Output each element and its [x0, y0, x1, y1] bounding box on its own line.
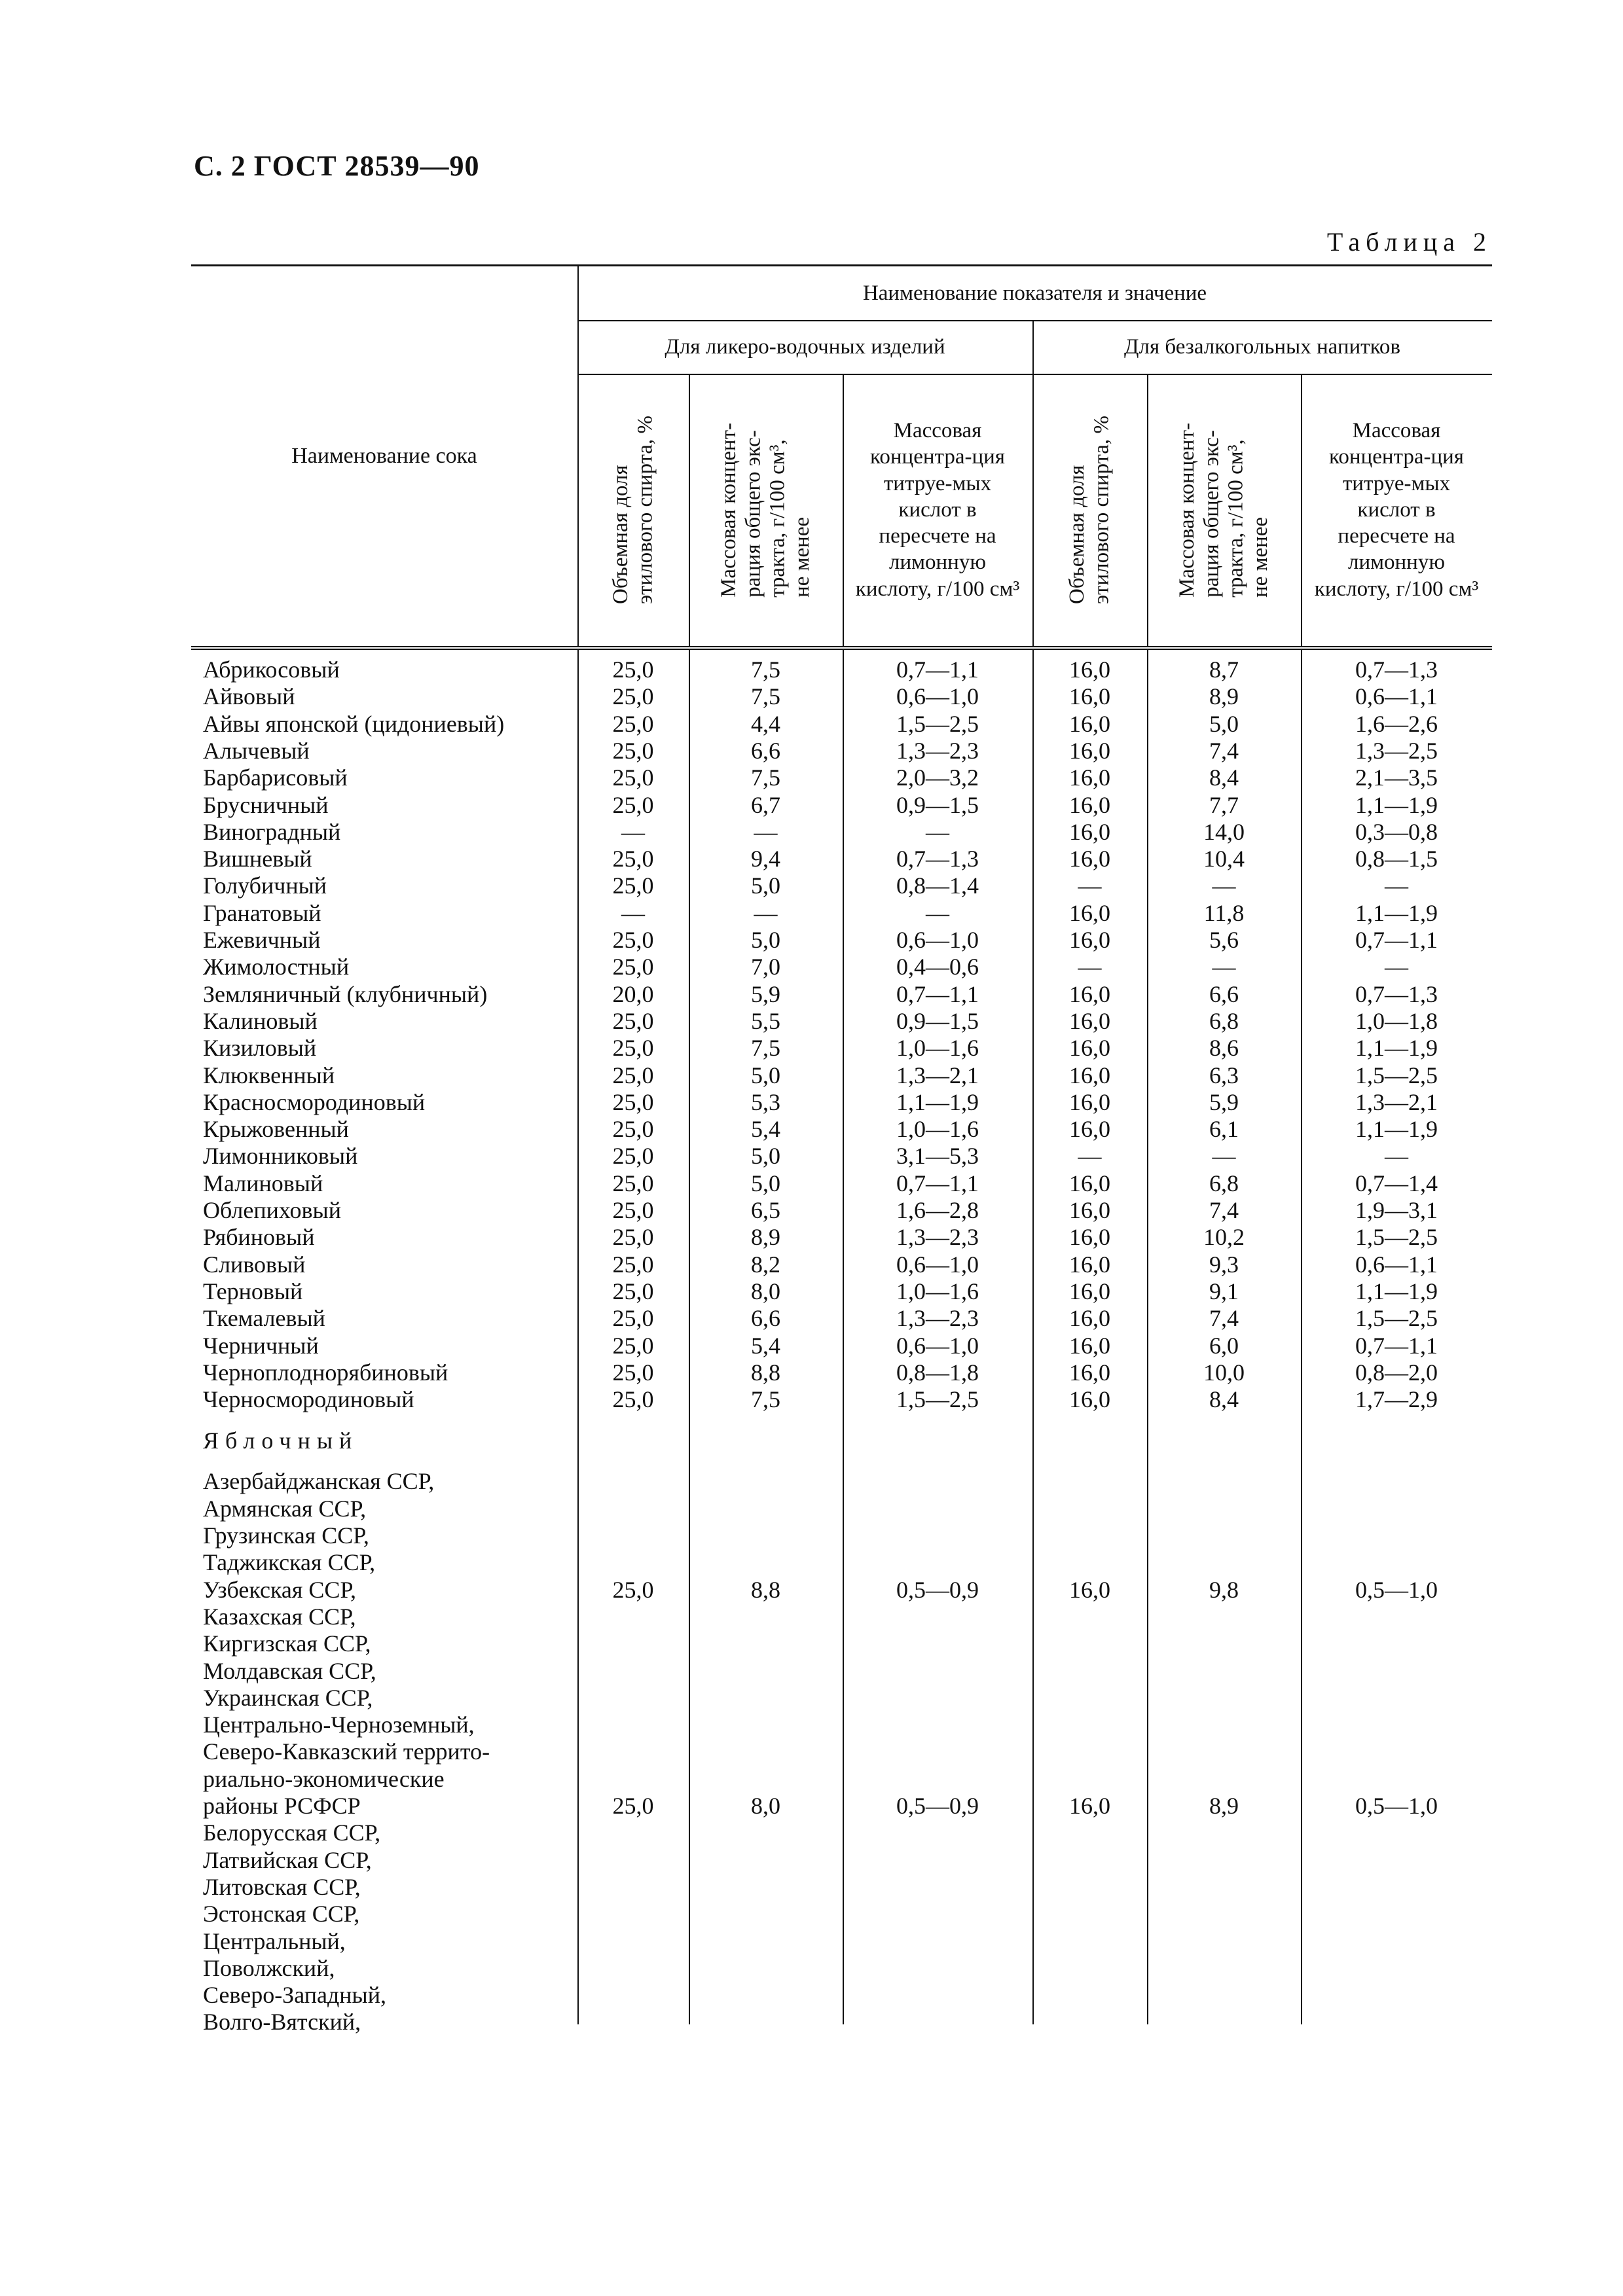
value-cell: 6,6: [751, 1305, 780, 1332]
value-cell: 1,0—1,8: [1355, 1007, 1438, 1034]
value-cell: 0,7—1,1: [1355, 927, 1438, 953]
value-cell: 16,0: [1069, 1170, 1110, 1196]
value-cell: 0,7—1,3: [1355, 656, 1438, 683]
table-row: [191, 1116, 1492, 1143]
value-cell: 5,3: [751, 1088, 780, 1115]
value-cell: 2,0—3,2: [896, 764, 979, 791]
value-cell: 16,0: [1069, 791, 1110, 818]
region-line: Северо-Западный,: [203, 1982, 387, 2009]
page-header: С. 2 ГОСТ 28539—90: [194, 150, 480, 182]
value-cell: 7,4: [1209, 1305, 1239, 1332]
table-row: [191, 683, 1492, 710]
value-cell: 25,0: [612, 1386, 654, 1413]
value-cell: 25,0: [612, 1359, 654, 1386]
value-cell: 16,0: [1069, 710, 1110, 737]
header-alcohol-2: [1032, 374, 1147, 646]
table-row: [191, 872, 1492, 899]
juice-name-cell: Ткемалевый: [203, 1305, 325, 1332]
value-cell: 25,0: [612, 737, 654, 764]
header-acids-1: Массовая концентра-ция титруе-мых кислот в пересчете на лимонную кислоту, г/100 см³: [855, 419, 1020, 601]
value-cell: —: [1078, 1143, 1102, 1170]
value-cell: 4,4: [751, 710, 780, 737]
value-cell: 0,7—1,4: [1355, 1170, 1438, 1196]
value-cell: 0,5—1,0: [1355, 1793, 1438, 1819]
value-cell: 16,0: [1069, 899, 1110, 926]
value-cell: 10,0: [1203, 1359, 1245, 1386]
table-row: [191, 1224, 1492, 1251]
value-cell: 8,9: [1209, 1793, 1239, 1819]
value-cell: 8,8: [751, 1576, 780, 1603]
value-cell: 25,0: [612, 1793, 654, 1819]
value-cell: 6,8: [1209, 1007, 1239, 1034]
table-row: [191, 1197, 1492, 1224]
value-cell: 1,1—1,9: [1355, 1278, 1438, 1304]
value-cell: 6,5: [751, 1197, 780, 1223]
juice-name-cell: Вишневый: [203, 846, 312, 872]
value-cell: 25,0: [612, 1576, 654, 1603]
value-cell: 0,8—1,8: [896, 1359, 979, 1386]
region-line: Армянская ССР,: [203, 1495, 367, 1522]
value-cell: 7,5: [751, 683, 780, 710]
value-cell: 5,0: [751, 872, 780, 899]
value-cell: 25,0: [612, 1088, 654, 1115]
table-row: [191, 738, 1492, 764]
table-row: [191, 846, 1492, 872]
region-line: Латвийская ССР,: [203, 1846, 372, 1873]
value-cell: 5,0: [751, 1143, 780, 1170]
juice-name-cell: Черноплоднорябиновый: [203, 1359, 448, 1386]
value-cell: 16,0: [1069, 764, 1110, 791]
juice-name-cell: Земляничный (клубничный): [203, 980, 488, 1007]
apple-group-values: [191, 1577, 1492, 1604]
region-line: Центральный,: [203, 1928, 346, 1954]
juice-name-cell: Барбарисовый: [203, 764, 348, 791]
table-row: [191, 1143, 1492, 1170]
value-cell: —: [926, 899, 949, 926]
header-acids-2: Массовая концентра-ция титруе-мых кислот в пересчете на лимонную кислоту, г/100 см³: [1314, 419, 1479, 601]
value-cell: 16,0: [1069, 1197, 1110, 1223]
region-line: Поволжский,: [203, 1954, 335, 1981]
value-cell: 25,0: [612, 1251, 654, 1278]
apple-group-values: [191, 1793, 1492, 1820]
value-cell: 0,9—1,5: [896, 791, 979, 818]
value-cell: 5,6: [1209, 927, 1239, 953]
value-cell: 8,0: [751, 1793, 780, 1819]
value-cell: 6,6: [751, 737, 780, 764]
value-cell: —: [1212, 872, 1236, 899]
table-row: [191, 927, 1492, 954]
juice-name-cell: Черносмородиновый: [203, 1386, 414, 1413]
value-cell: 8,9: [751, 1224, 780, 1251]
value-cell: 1,3—2,3: [896, 1305, 979, 1332]
value-cell: 1,5—2,5: [896, 710, 979, 737]
value-cell: 25,0: [612, 1062, 654, 1088]
value-cell: 25,0: [612, 872, 654, 899]
value-cell: 16,0: [1069, 1386, 1110, 1413]
value-cell: 1,5—2,5: [896, 1386, 979, 1413]
region-line: Узбекская ССР,: [203, 1576, 356, 1603]
table-header: [191, 264, 1492, 650]
region-line: Молдавская ССР,: [203, 1657, 376, 1684]
juice-name-cell: Ежевичный: [203, 927, 321, 953]
value-cell: 6,8: [1209, 1170, 1239, 1196]
value-cell: —: [1385, 954, 1408, 980]
value-cell: 1,5—2,5: [1355, 1224, 1438, 1251]
value-cell: 1,1—1,9: [1355, 1116, 1438, 1143]
value-cell: 7,5: [751, 764, 780, 791]
value-cell: 0,7—1,1: [896, 656, 979, 683]
value-cell: 0,5—0,9: [896, 1793, 979, 1819]
value-cell: 5,4: [751, 1116, 780, 1143]
juice-name-cell: Айвовый: [203, 683, 295, 710]
header-alcohol-1-text: Объемная доля этилового спирта, %: [608, 415, 657, 605]
value-cell: 16,0: [1069, 1576, 1110, 1603]
value-cell: 1,6—2,8: [896, 1197, 979, 1223]
header-alcohol-2-text: Объемная доля этилового спирта, %: [1065, 415, 1114, 605]
value-cell: 16,0: [1069, 1007, 1110, 1034]
value-cell: 16,0: [1069, 1332, 1110, 1359]
value-cell: 7,4: [1209, 1197, 1239, 1223]
value-cell: 5,0: [1209, 710, 1239, 737]
value-cell: 14,0: [1203, 818, 1245, 845]
table-body: [191, 650, 1492, 2036]
region-line: Украинская ССР,: [203, 1684, 373, 1711]
value-cell: 20,0: [612, 980, 654, 1007]
value-cell: 7,7: [1209, 791, 1239, 818]
value-cell: 25,0: [612, 1143, 654, 1170]
value-cell: 0,6—1,1: [1355, 1251, 1438, 1278]
juice-table: [191, 264, 1492, 2036]
value-cell: 0,6—1,0: [896, 1251, 979, 1278]
juice-name-cell: Голубичный: [203, 872, 327, 899]
header-group-liquor: Для ликеро-водочных изделий: [665, 334, 945, 359]
value-cell: 7,4: [1209, 737, 1239, 764]
region-line: Грузинская ССР,: [203, 1522, 369, 1549]
region-line: Таджикская ССР,: [203, 1549, 376, 1576]
table-row: [191, 1170, 1492, 1197]
value-cell: 0,6—1,1: [1355, 683, 1438, 710]
value-cell: 16,0: [1069, 656, 1110, 683]
value-cell: 7,5: [751, 1386, 780, 1413]
value-cell: 0,7—1,1: [1355, 1332, 1438, 1359]
value-cell: 0,5—0,9: [896, 1576, 979, 1603]
value-cell: 5,0: [751, 927, 780, 953]
value-cell: 16,0: [1069, 1278, 1110, 1304]
value-cell: 1,9—3,1: [1355, 1197, 1438, 1223]
juice-name-cell: Черничный: [203, 1332, 319, 1359]
juice-name-cell: Лимонниковый: [203, 1143, 358, 1170]
table-row: [191, 1008, 1492, 1035]
value-cell: 1,7—2,9: [1355, 1386, 1438, 1413]
value-cell: 6,3: [1209, 1062, 1239, 1088]
value-cell: 7,0: [751, 954, 780, 980]
value-cell: 16,0: [1069, 1305, 1110, 1332]
value-cell: 25,0: [612, 710, 654, 737]
value-cell: 1,0—1,6: [896, 1116, 979, 1143]
value-cell: 25,0: [612, 846, 654, 872]
region-line: Казахская ССР,: [203, 1603, 356, 1630]
table-row: [191, 1278, 1492, 1305]
region-line: Эстонская ССР,: [203, 1901, 360, 1928]
value-cell: 0,7—1,1: [896, 1170, 979, 1196]
table-row: [191, 764, 1492, 791]
value-cell: 0,8—2,0: [1355, 1359, 1438, 1386]
value-cell: 25,0: [612, 1332, 654, 1359]
value-cell: 25,0: [612, 954, 654, 980]
juice-name-cell: Малиновый: [203, 1170, 323, 1196]
value-cell: —: [1078, 872, 1102, 899]
region-line: районы РСФСР: [203, 1793, 361, 1819]
value-cell: 1,5—2,5: [1355, 1305, 1438, 1332]
value-cell: —: [1212, 954, 1236, 980]
table-row: [191, 711, 1492, 738]
value-cell: 8,2: [751, 1251, 780, 1278]
value-cell: 5,9: [1209, 1088, 1239, 1115]
juice-name-cell: Айвы японской (цидониевый): [203, 710, 505, 737]
value-cell: 16,0: [1069, 1359, 1110, 1386]
value-cell: 0,7—1,3: [896, 846, 979, 872]
value-cell: 16,0: [1069, 1035, 1110, 1062]
value-cell: 25,0: [612, 1305, 654, 1332]
value-cell: 0,5—1,0: [1355, 1576, 1438, 1603]
table-row: [191, 1333, 1492, 1359]
value-cell: 0,6—1,0: [896, 927, 979, 953]
value-cell: 16,0: [1069, 683, 1110, 710]
value-cell: 16,0: [1069, 1793, 1110, 1819]
table-row: [191, 819, 1492, 846]
table-row: [191, 1359, 1492, 1386]
region-line: Центрально-Черноземный,: [203, 1712, 475, 1738]
value-cell: 6,7: [751, 791, 780, 818]
region-line: Северо-Кавказский террито-: [203, 1738, 490, 1765]
value-cell: 0,8—1,4: [896, 872, 979, 899]
value-cell: 10,2: [1203, 1224, 1245, 1251]
value-cell: —: [926, 818, 949, 845]
value-cell: 0,9—1,5: [896, 1007, 979, 1034]
value-cell: 1,3—2,3: [896, 737, 979, 764]
value-cell: 5,0: [751, 1170, 780, 1196]
value-cell: 8,8: [751, 1359, 780, 1386]
value-cell: 7,5: [751, 1035, 780, 1062]
value-cell: 16,0: [1069, 818, 1110, 845]
value-cell: 25,0: [612, 683, 654, 710]
juice-name-cell: Клюквенный: [203, 1062, 335, 1088]
table-row: [191, 1251, 1492, 1278]
table-row: [191, 900, 1492, 927]
juice-name-cell: Алычевый: [203, 737, 310, 764]
value-cell: —: [1385, 1143, 1408, 1170]
value-cell: 0,4—0,6: [896, 954, 979, 980]
value-cell: 25,0: [612, 1007, 654, 1034]
value-cell: 25,0: [612, 791, 654, 818]
value-cell: 1,1—1,9: [1355, 791, 1438, 818]
value-cell: —: [754, 899, 778, 926]
value-cell: 3,1—5,3: [896, 1143, 979, 1170]
value-cell: 25,0: [612, 764, 654, 791]
juice-name-cell: Сливовый: [203, 1251, 306, 1278]
table-row: [191, 1305, 1492, 1332]
value-cell: 2,1—3,5: [1355, 764, 1438, 791]
value-cell: 1,0—1,6: [896, 1278, 979, 1304]
value-cell: 25,0: [612, 1278, 654, 1304]
region-line: Азербайджанская ССР,: [203, 1468, 435, 1495]
value-cell: 25,0: [612, 1116, 654, 1143]
value-cell: 9,8: [1209, 1576, 1239, 1603]
value-cell: —: [1078, 954, 1102, 980]
value-cell: 16,0: [1069, 846, 1110, 872]
header-alcohol-1: [577, 374, 689, 646]
value-cell: 10,4: [1203, 846, 1245, 872]
table-row: [191, 954, 1492, 980]
value-cell: 8,4: [1209, 764, 1239, 791]
value-cell: 1,3—2,1: [1355, 1088, 1438, 1115]
header-extract-2-text: Массовая концент- рация общего экс- тракта, г/100 см³, не менее: [1175, 422, 1272, 598]
juice-name-cell: Облепиховый: [203, 1197, 341, 1223]
header-extract-2: [1147, 374, 1301, 646]
region-line: Литовская ССР,: [203, 1873, 361, 1900]
juice-name-cell: Брусничный: [203, 791, 329, 818]
value-cell: 1,5—2,5: [1355, 1062, 1438, 1088]
table-row: [191, 1035, 1492, 1062]
region-line: Киргизская ССР,: [203, 1630, 371, 1657]
value-cell: 25,0: [612, 927, 654, 953]
value-cell: 0,3—0,8: [1355, 818, 1438, 845]
value-cell: —: [621, 818, 645, 845]
value-cell: 6,6: [1209, 980, 1239, 1007]
value-cell: 1,1—1,9: [896, 1088, 979, 1115]
value-cell: 6,1: [1209, 1116, 1239, 1143]
value-cell: 0,6—1,0: [896, 683, 979, 710]
value-cell: 1,3—2,5: [1355, 737, 1438, 764]
value-cell: 1,1—1,9: [1355, 899, 1438, 926]
header-indicator-title: Наименование показателя и значение: [862, 281, 1207, 305]
value-cell: 0,6—1,0: [896, 1332, 979, 1359]
value-cell: 9,4: [751, 846, 780, 872]
region-line: Волго-Вятский,: [203, 2009, 361, 2036]
value-cell: 16,0: [1069, 737, 1110, 764]
value-cell: 1,3—2,3: [896, 1224, 979, 1251]
value-cell: 16,0: [1069, 980, 1110, 1007]
header-group-soft-drinks: Для безалкогольных напитков: [1123, 334, 1401, 359]
table-caption: Таблица 2: [1326, 227, 1492, 257]
table-row: [191, 1062, 1492, 1089]
value-cell: —: [754, 818, 778, 845]
value-cell: 1,6—2,6: [1355, 710, 1438, 737]
value-cell: 16,0: [1069, 1088, 1110, 1115]
value-cell: 0,7—1,1: [896, 980, 979, 1007]
juice-name-cell: Абрикосовый: [203, 656, 340, 683]
juice-name-cell: Рябиновый: [203, 1224, 315, 1251]
header-extract-1: [689, 374, 843, 646]
value-cell: 9,1: [1209, 1278, 1239, 1304]
juice-name-cell: Виноградный: [203, 818, 341, 845]
value-cell: 25,0: [612, 656, 654, 683]
value-cell: 25,0: [612, 1224, 654, 1251]
value-cell: 8,0: [751, 1278, 780, 1304]
value-cell: 16,0: [1069, 1116, 1110, 1143]
region-line: Белорусская ССР,: [203, 1820, 381, 1846]
value-cell: 7,5: [751, 656, 780, 683]
value-cell: —: [1385, 872, 1408, 899]
value-cell: 5,0: [751, 1062, 780, 1088]
value-cell: 5,4: [751, 1332, 780, 1359]
value-cell: 25,0: [612, 1035, 654, 1062]
value-cell: —: [621, 899, 645, 926]
table-row: [191, 792, 1492, 819]
region-line: риально-экономические: [203, 1765, 445, 1792]
juice-name-cell: Жимолостный: [203, 954, 350, 980]
value-cell: 1,0—1,6: [896, 1035, 979, 1062]
value-cell: 16,0: [1069, 1224, 1110, 1251]
juice-name-cell: Кизиловый: [203, 1035, 317, 1062]
header-juice-name: Наименование сока: [291, 444, 477, 469]
value-cell: 16,0: [1069, 927, 1110, 953]
value-cell: 8,9: [1209, 683, 1239, 710]
value-cell: 25,0: [612, 1197, 654, 1223]
juice-name-cell: Крыжовенный: [203, 1116, 349, 1143]
table-row: [191, 981, 1492, 1008]
value-cell: 1,1—1,9: [1355, 1035, 1438, 1062]
value-cell: 16,0: [1069, 1062, 1110, 1088]
table-row: [191, 656, 1492, 683]
section-title-apple: Яблочный: [203, 1427, 359, 1454]
juice-name-cell: Калиновый: [203, 1007, 318, 1034]
table-row: [191, 1089, 1492, 1116]
value-cell: 11,8: [1203, 899, 1245, 926]
value-cell: 9,3: [1209, 1251, 1239, 1278]
value-cell: 5,5: [751, 1007, 780, 1034]
value-cell: 0,7—1,3: [1355, 980, 1438, 1007]
table-row: [191, 1386, 1492, 1413]
value-cell: 16,0: [1069, 1251, 1110, 1278]
value-cell: 1,3—2,1: [896, 1062, 979, 1088]
juice-name-cell: Красносмородиновый: [203, 1088, 426, 1115]
juice-name-cell: Гранатовый: [203, 899, 321, 926]
value-cell: —: [1212, 1143, 1236, 1170]
value-cell: 25,0: [612, 1170, 654, 1196]
juice-name-cell: Терновый: [203, 1278, 303, 1304]
header-extract-1-text: Массовая концент- рация общего экс- тракта, г/100 см³, не менее: [716, 422, 814, 598]
value-cell: 8,6: [1209, 1035, 1239, 1062]
value-cell: 0,8—1,5: [1355, 846, 1438, 872]
value-cell: 6,0: [1209, 1332, 1239, 1359]
value-cell: 8,4: [1209, 1386, 1239, 1413]
value-cell: 8,7: [1209, 656, 1239, 683]
value-cell: 5,9: [751, 980, 780, 1007]
